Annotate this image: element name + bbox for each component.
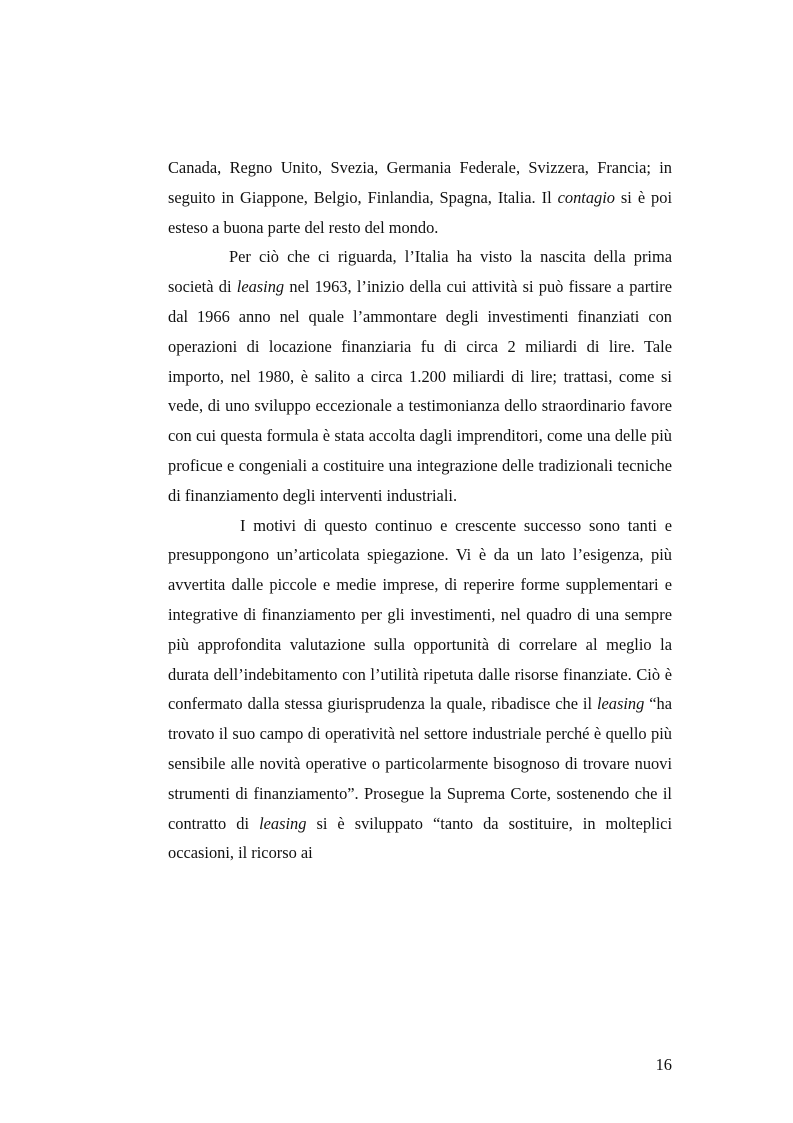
text-segment: nel 1963, l’inizio della cui attività si può fissare a partire dal 1966 anno nel quale l’ammontare degli investimenti finanziati con operazioni di locazione finanziaria fu di circa 2 miliardi di lire. Tale importo, nel 1980, è salito a circa 1.200 miliardi di lire; trattasi, come si vede, di uno sviluppo eccezionale a testimonianza dello straordinario favore con cui questa formula è stata accolta dagli imprenditori, come una delle più proficue e congeniali a costituire una integrazione delle tradizionali tecniche di finanziamento degli interventi industriali. <box>168 277 672 505</box>
italic-term: contagio <box>557 187 615 207</box>
text-segment: I motivi di questo continuo e crescente successo sono tanti e presuppongono un’articolata spiegazione. Vi è da un lato l’esigenza, più avvertita dalle piccole e medie imprese, di reperire forme supplementari e integrative di finanziamento per gli investimenti, nel quadro di una sempre più approfondita valutazione sulla opportunità di correlare al meglio la durata dell’indebitamento con l’utilità ripetuta dalle risorse finanziate. Ciò è confermato dalla stessa giurisprudenza la quale, ribadisce che il <box>168 515 672 714</box>
text-segment: Per ciò che ci riguarda, l’Italia ha visto la nascita della prima società di <box>168 247 672 297</box>
text-segment: si è sviluppato “tanto da sostituire, in molteplici occasioni, il ricorso ai <box>168 813 673 863</box>
paragraph-2 <box>168 242 672 510</box>
text-segment: Canada, Regno Unito, Svezia, Germania Federale, Svizzera, Francia; in seguito in Giappone, Belgio, Finlandia, Spagna, Italia. Il <box>168 158 672 207</box>
text-segment: “ha trovato il suo campo di operatività nel settore industriale perché è quello più sensibile alle novità operative o particolarmente bisognoso di trovare nuovi strumenti di finanziamento”. Prosegue la Suprema Corte, sostenendo che il contratto di <box>168 694 673 833</box>
italic-term: leasing <box>236 277 285 297</box>
page-number: 16 <box>655 1055 672 1074</box>
italic-term: leasing <box>596 694 645 714</box>
paragraph-3 <box>168 511 672 869</box>
paragraph-1 <box>168 153 672 242</box>
text-segment: si è poi esteso a buona parte del resto del mondo. <box>168 187 673 237</box>
italic-term: leasing <box>259 813 307 833</box>
body-text <box>168 153 672 868</box>
